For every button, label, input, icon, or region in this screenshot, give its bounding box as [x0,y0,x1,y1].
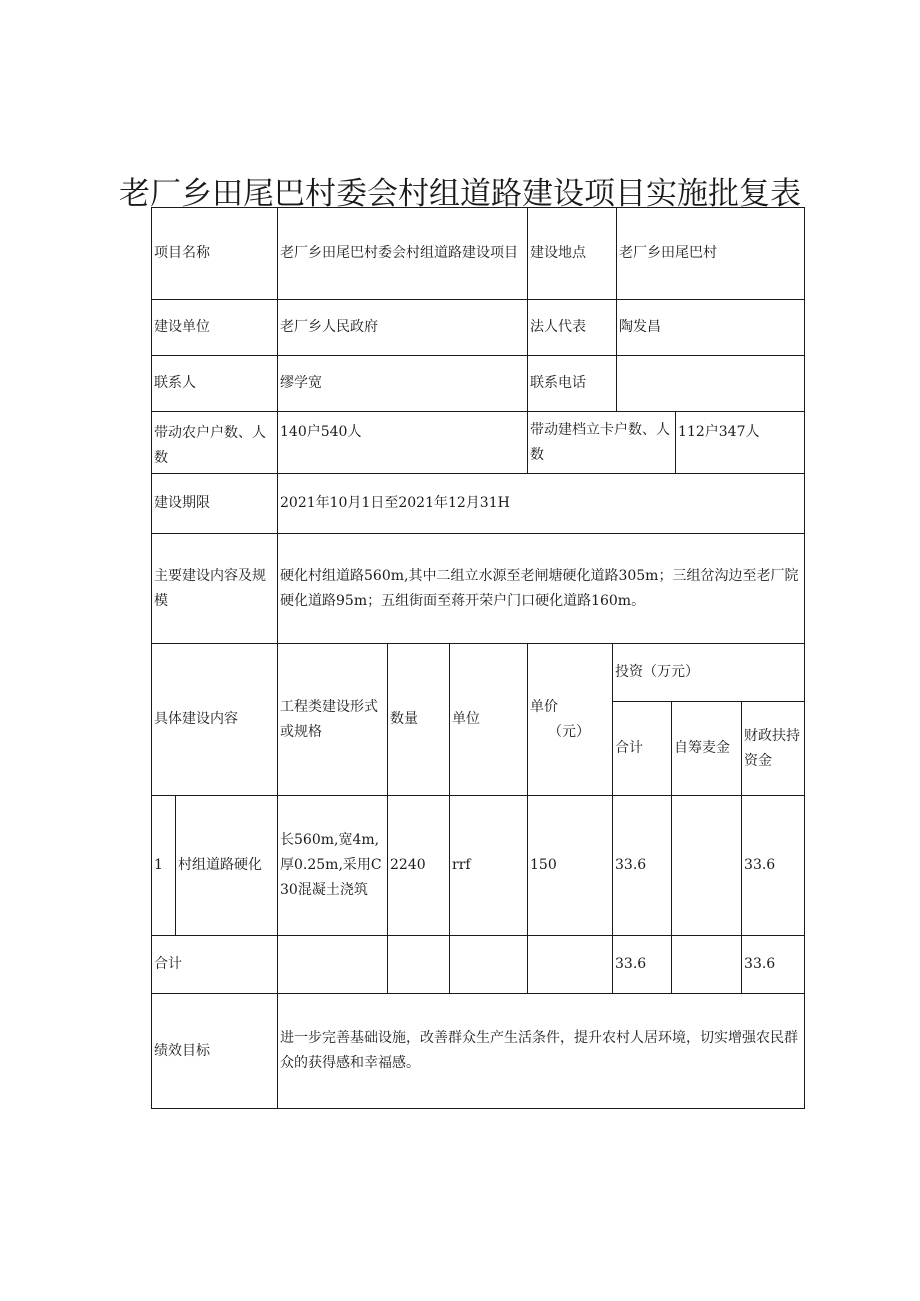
households-value: 140户540人 [278,412,528,474]
goal-label: 绩效目标 [152,994,278,1109]
item-no: 1 [152,796,176,936]
fiscal-funds-header: 财政扶持资金 [742,702,805,796]
location-value: 老厂乡田尾巴村 [617,208,805,300]
page-title: 老厂乡田尾巴村委会村组道路建设项目实施批复表 [119,176,801,212]
poor-households-value: 112户347人 [676,412,805,474]
unit-header: 单位 [450,644,528,796]
item-self-funds [672,796,742,936]
households-label: 带动农户户数、人数 [152,412,278,474]
unit-label: 建设单位 [152,300,278,356]
sum-price [528,936,613,994]
period-label: 建设期限 [152,474,278,534]
phone-label: 联系电话 [528,356,617,412]
price-unit-label: （元） [548,723,590,740]
detail-label: 具体建设内容 [152,644,278,796]
approval-table [151,207,805,1109]
contact-value: 缪学宽 [278,356,528,412]
row-period [152,474,805,534]
sum-total: 33.6 [613,936,672,994]
item-unit: rrf [450,796,528,936]
table-row [152,796,805,936]
phone-value [617,356,805,412]
investment-header: 投资（万元） [613,644,805,702]
qty-header: 数量 [388,644,450,796]
spec-header: 工程类建设形式或规格 [278,644,388,796]
row-detail-header-1 [152,644,805,702]
price-header [528,644,613,796]
item-fiscal-funds: 33.6 [742,796,805,936]
contact-label: 联系人 [152,356,278,412]
sum-fiscal-funds: 33.6 [742,936,805,994]
row-sum [152,936,805,994]
goal-value: 进一步完善基础设施，改善群众生产生活条件，提升农村人居环境，切实增强农民群众的获得感和幸福感。 [278,994,805,1109]
sum-qty [388,936,450,994]
price-label: 单价 [530,698,558,715]
row-unit [152,300,805,356]
legal-rep-label: 法人代表 [528,300,617,356]
sum-label: 合计 [152,936,278,994]
row-contact [152,356,805,412]
main-content-value: 硬化村组道路560m,其中二组立水源至老闸塘硬化道路305m；三组岔沟边至老厂院硬化道路95m；五组街面至蒋开荣户门口硬化道路160m。 [278,534,805,644]
poor-households-label: 带动建档立卡户数、人数 [528,412,676,474]
row-main-content [152,534,805,644]
item-qty: 2240 [388,796,450,936]
period-value: 2021年10月1日至2021年12月31H [278,474,805,534]
row-goal [152,994,805,1109]
item-spec: 长560m,宽4m,厚0.25m,采用C30混凝土浇筑 [278,796,388,936]
self-funds-header: 自筹麦金 [672,702,742,796]
unit-value: 老厂乡人民政府 [278,300,528,356]
total-header: 合计 [613,702,672,796]
sum-unit [450,936,528,994]
legal-rep-value: 陶发昌 [617,300,805,356]
sum-self-funds [672,936,742,994]
project-name-label: 项目名称 [152,208,278,300]
project-name-value: 老厂乡田尾巴村委会村组道路建设项目 [278,208,528,300]
row-households [152,412,805,474]
item-total: 33.6 [613,796,672,936]
item-price: 150 [528,796,613,936]
location-label: 建设地点 [528,208,617,300]
item-name: 村组道路硬化 [176,796,278,936]
row-project-name [152,208,805,300]
main-content-label: 主要建设内容及规模 [152,534,278,644]
sum-spec [278,936,388,994]
